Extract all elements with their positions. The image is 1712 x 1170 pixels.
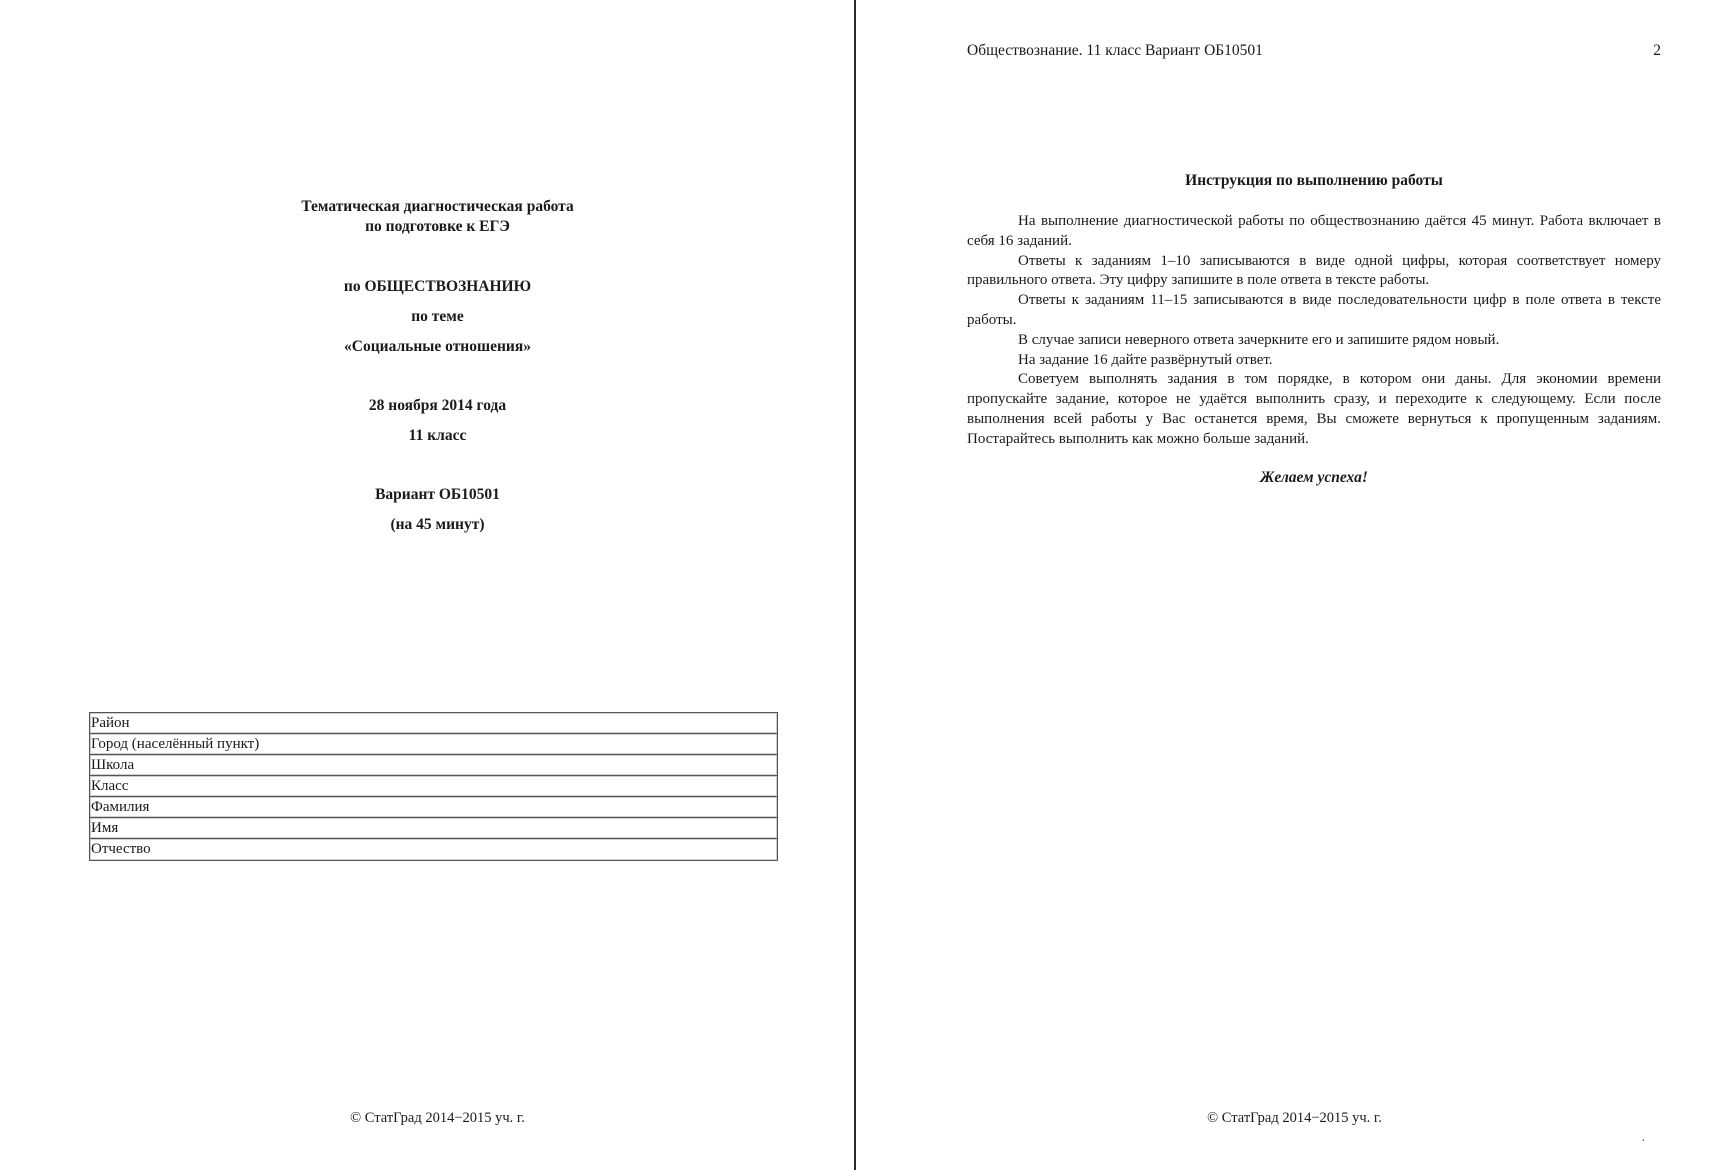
instruction-paragraph: В случае записи неверного ответа зачеркните его и запишите рядом новый.	[1018, 331, 1500, 348]
good-luck-wish: Желаем успеха!	[1260, 469, 1368, 486]
form-field-surname[interactable]: Фамилия	[90, 797, 777, 818]
stray-dot-mark: ·	[1641, 1134, 1646, 1149]
exam-date: 28 ноября 2014 года	[368, 397, 507, 414]
page-number: 2	[1653, 42, 1661, 59]
form-field-school[interactable]: Школа	[90, 755, 777, 776]
variant-label: Вариант ОБ10501	[375, 486, 500, 503]
instruction-paragraph: Ответы к заданиям 1–10 записываются в виде одной цифры, которая соответствует номеру правильного ответа. Эту цифру запишите в поле ответа в тексте работы.	[967, 252, 1661, 289]
right-page	[857, 0, 1712, 1170]
right-footer: © СтатГрад 2014−2015 уч. г.	[1207, 1110, 1382, 1126]
instruction-paragraph: На задание 16 дайте развёрнутый ответ.	[1018, 351, 1273, 368]
document-title	[0, 197, 875, 237]
form-field-name[interactable]: Имя	[90, 818, 777, 839]
instruction-paragraph: Советуем выполнять задания в том порядке, в котором они даны. Для экономии времени пропускайте задание, которое не удаётся выполнить сразу, и переходите к следующему. Если после выполнения всей работы у Вас останется время, Вы сможете вернуться к пропущенным заданиям. Постарайтесь выполнить как можно больше заданий.	[967, 371, 1661, 447]
left-footer: © СтатГрад 2014−2015 уч. г.	[350, 1110, 525, 1126]
grade-label: 11 класс	[408, 427, 467, 444]
topic-title: «Социальные отношения»	[344, 338, 531, 355]
running-head: Обществознание. 11 класс Вариант ОБ10501	[967, 42, 1263, 59]
title-line-2: по подготовке к ЕГЭ	[365, 218, 510, 235]
form-field-city[interactable]: Город (населённый пункт)	[90, 734, 777, 755]
page-divider	[854, 0, 856, 1170]
instruction-body	[967, 212, 1661, 450]
left-page	[0, 0, 855, 1170]
title-line-1: Тематическая диагностическая работа	[301, 198, 574, 215]
instruction-title: Инструкция по выполнению работы	[1185, 172, 1443, 189]
instruction-paragraph: На выполнение диагностической работы по обществознанию даётся 45 минут. Работа включает в себя 16 заданий.	[967, 213, 1661, 249]
form-field-patronymic[interactable]: Отчество	[90, 839, 777, 860]
instruction-paragraph: Ответы к заданиям 11–15 записываются в виде последовательности цифр в поле ответа в тексте работы.	[967, 292, 1661, 328]
form-field-class[interactable]: Класс	[90, 776, 777, 797]
duration-label: (на 45 минут)	[390, 516, 485, 533]
subject-line: по ОБЩЕСТВОЗНАНИЮ	[343, 278, 532, 295]
form-field-district[interactable]: Район	[90, 713, 777, 734]
topic-label: по теме	[411, 308, 464, 325]
student-info-form	[89, 712, 778, 861]
